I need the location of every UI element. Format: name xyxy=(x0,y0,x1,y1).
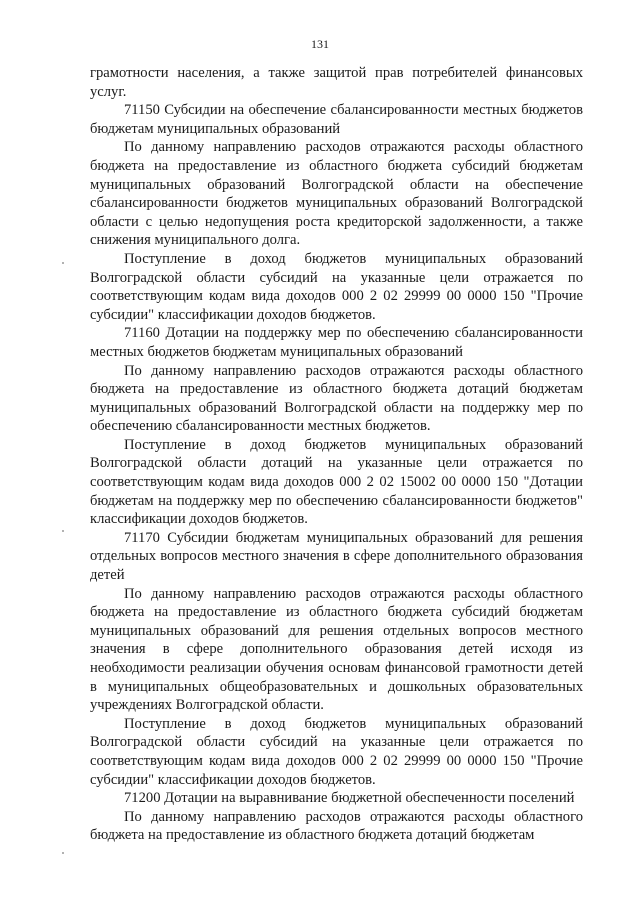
paragraph-text: грамотности населения, а также защитой прав потребителей финансовых услуг. xyxy=(90,65,583,100)
scan-mark xyxy=(62,262,64,264)
section-heading-71170: 71170 Субсидии бюджетам муниципальных образований для решения отдельных вопросов местного значения в сфере дополнительного образования детей xyxy=(90,529,583,584)
section-heading-71200: 71200 Дотации на выравнивание бюджетной обеспеченности поселений xyxy=(124,790,575,807)
paragraph-text: Поступление в доход бюджетов муниципальных образований Волгоградской области дотаций на указанные цели отражается по соответствующим кодам вида доходов 000 2 02 15002 00 0000 150 "Дотации бюджетам на поддержку мер по обеспечению сбалансированности бюджетов" классификации доходов бюджетов. xyxy=(90,436,583,528)
paragraph-text: По данному направлению расходов отражаются расходы областного бюджета на предоставление из областного бюджета дотаций бюджетам xyxy=(90,808,583,844)
paragraph-text: По данному направлению расходов отражаются расходы областного бюджета на предоставление из областного бюджета субсидий бюджетам муниципальных образований для решения отдельных вопросов местного значения в сфере дополнительного образования детей исходя из необходимости реализации обучения основам финансовой грамотности детей в муниципальных общеобразовательных и дошкольных образовательных учреждениях Волгоградской области. xyxy=(90,585,583,714)
paragraph-text: Поступление в доход бюджетов муниципальных образований Волгоградской области субсидий на указанные цели отражается по соответствующим кодам вида доходов 000 2 02 29999 00 0000 150 "Прочие субсидии" классификации доходов бюджетов. xyxy=(90,715,583,788)
section-heading-71150: 71150 Субсидии на обеспечение сбалансированности местных бюджетов бюджетам муниципальных образований xyxy=(90,102,583,137)
section-heading-71160: 71160 Дотации на поддержку мер по обеспечению сбалансированности местных бюджетов бюджетам муниципальных образований xyxy=(90,325,583,360)
paragraph-text: По данному направлению расходов отражаются расходы областного бюджета на предоставление из областного бюджета дотаций бюджетам муниципальных образований Волгоградской области на поддержку мер по обеспечению сбалансированности местных бюджетов. xyxy=(90,362,583,435)
document-body xyxy=(90,64,583,845)
scan-mark xyxy=(62,530,64,532)
paragraph-text: По данному направлению расходов отражаются расходы областного бюджета на предоставление из областного бюджета субсидий бюджетам муниципальных образований Волгоградской области на обеспечение сбалансированности бюджетов муниципальных образований Волгоградской области с целью недопущения роста кредиторской задолженности, а также снижения муниципального долга. xyxy=(90,139,583,249)
scan-mark xyxy=(62,852,64,854)
paragraph-text: Поступление в доход бюджетов муниципальных образований Волгоградской области субсидий на указанные цели отражается по соответствующим кодам вида доходов 000 2 02 29999 00 0000 150 "Прочие субсидии" классификации доходов бюджетов. xyxy=(90,250,583,323)
page-number: 131 xyxy=(311,37,329,51)
